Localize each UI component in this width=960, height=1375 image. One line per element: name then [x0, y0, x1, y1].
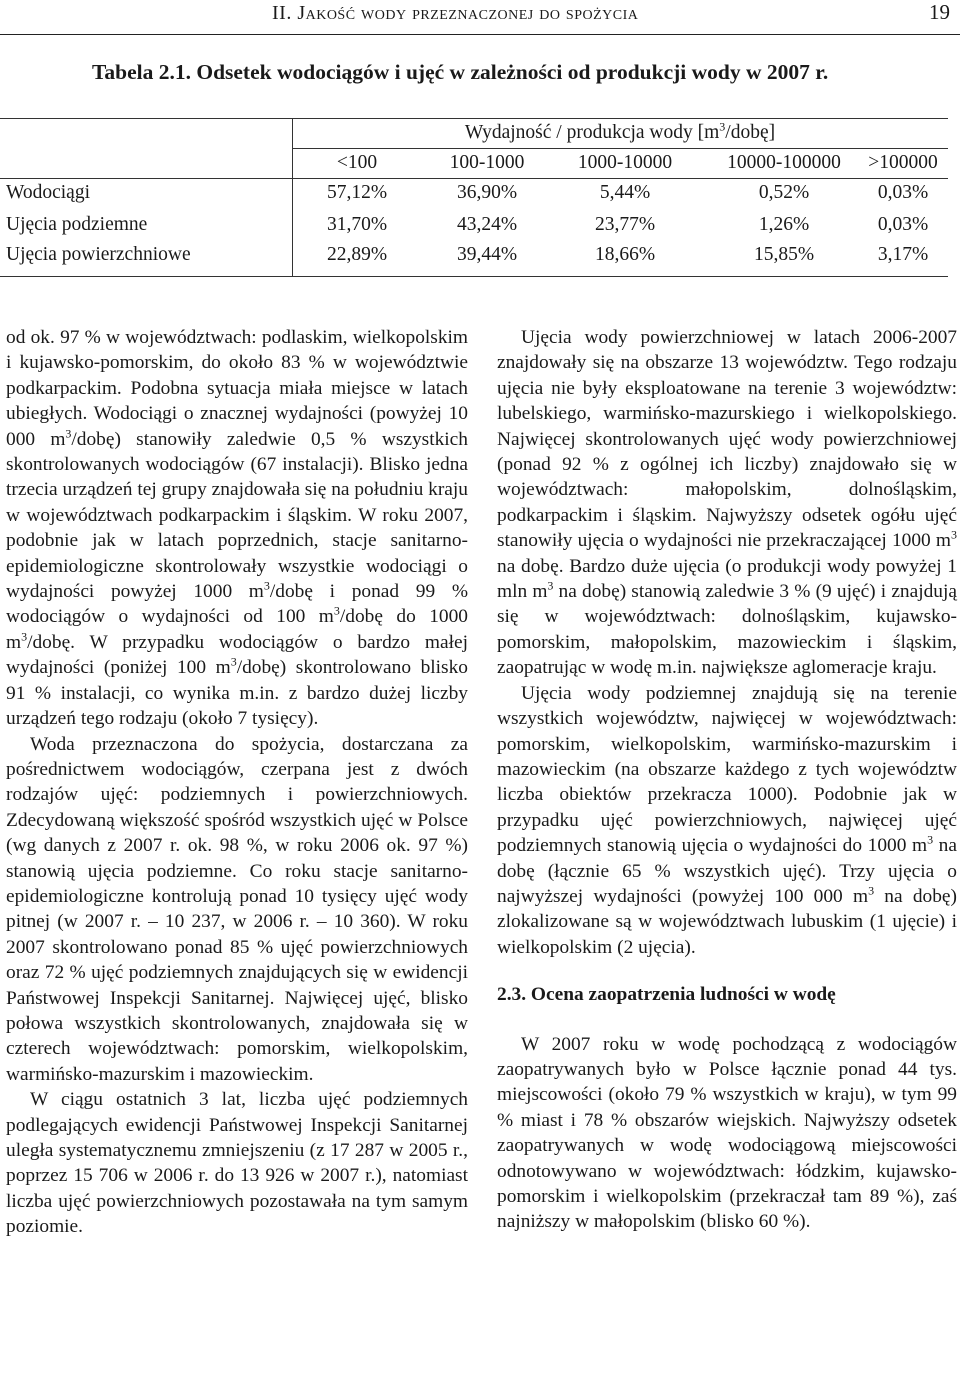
table-cell: 23,77% [594, 214, 656, 235]
text-run: /dobę. W przypadku wodociągów o bardzo małej wydajności (poniżej 100 m [6, 631, 468, 679]
superscript: 3 [65, 426, 72, 441]
chapter-title: II. Jakość wody przeznaczonej do spożycia [272, 2, 639, 24]
text-run: na dobę (łącznie 65 % wszystkich ujęć). Trzy ujęcia o najwyższej wydajności (powyżej 100 000 m [497, 835, 957, 907]
table-cell: 15,85% [753, 244, 815, 265]
header-rule [0, 34, 960, 35]
paragraph: W ciągu ostatnich 3 lat, liczba ujęć podziemnych podlegających ewidencji Państwowej Inspekcji Sanitarnej uległa systematycznemu zmniejszeniu (z 17 287 w 2005 r., poprzez 15 706 w 2006 r. do 13 926 w 2007 r.), natomiast liczba ujęć powierzchniowych pozostawała na tym samym poziomie. [6, 1089, 468, 1238]
paragraph [497, 325, 957, 681]
table-cell: 22,89% [326, 244, 388, 265]
group-header-text: Wydajność / produkcja wody [m [464, 122, 720, 143]
row-label: Wodociągi [6, 182, 90, 203]
table-cell: 1,26% [758, 214, 810, 235]
table-rule-group [292, 148, 948, 149]
superscript: 3 [21, 629, 28, 644]
table-cell: 39,44% [456, 244, 518, 265]
group-header-text-end: /dobę] [725, 122, 776, 143]
superscript: 3 [263, 578, 270, 593]
row-label: Ujęcia powierzchniowe [6, 244, 191, 265]
superscript: 3 [868, 883, 875, 898]
paragraph: W 2007 roku w wodę pochodzącą z wodociągów zaopatrywanych było w Polsce łącznie ponad 44 tys. miejscowości (około 79 % wszystkich w kraju), w tym 99 % miast i 78 % obszarów wiejskich. Najwyższy odsetek zaopatrywanych w wodę wodociągową miejscowości odnotowywano w województwach: łódzkim, kujawsko-pomorskim i wielkopolskim (przekraczał tam 89 %), zaś najniższy w małopolskim (blisko 60 %). [497, 1033, 957, 1233]
table-cell: 43,24% [456, 214, 518, 235]
running-header [0, 0, 960, 30]
table-cell: 0,03% [877, 214, 929, 235]
table-cell: 31,70% [326, 214, 388, 235]
text-run: na dobę) stanowią zaledwie 3 % (9 ujęć) i znajdują się w województwach: dolnośląskim, kujawsko-pomorskim, małopolskim, mazowieckim i śląskim, zaopatrując w wodę m.in. największe aglomeracje kraju. [497, 581, 957, 679]
paragraph: Woda przeznaczona do spożycia, dostarczana za pośrednictwem wodociągów, czerpana jest z dwóch rodzajów ujęć: podziemnych i powierzchniowych. Zdecydowaną większość spośród wszystkich ujęć w Polsce (wg danych z 2007 r. ok. 98 %, w roku 2006 ok. 97 %) stanowią ujęcia podziemne. Co roku stacje sanitarno-epidemiologiczne kontrolują ponad 10 tysięcy ujęć wody pitnej (w 2007 r. – 10 237, w 2006 r. – 10 360). W roku 2007 skontrolowano ponad 85 % ujęć powierzchniowych oraz 72 % ujęć podziemnych znajdujących się w ewidencji Państwowej Inspekcji Sanitarnej. Najwięcej ujęć, blisko połowa wszystkich skontrolowanych, znajdowała się w czterech województwach: pomorskim, wielkopolskim, warmińsko-mazurskim i mazowieckim. [6, 733, 468, 1085]
col-header: 100-1000 [449, 152, 525, 173]
table-cell: 3,17% [877, 244, 929, 265]
data-table [0, 118, 960, 276]
page-number: 19 [929, 0, 950, 24]
paragraph [497, 681, 957, 960]
left-column [6, 325, 468, 1240]
col-header: 1000-10000 [577, 152, 673, 173]
superscript: 3 [951, 527, 957, 542]
text-run: na dobę) zlokalizowane są w województwach lubuskim (1 ujęcie) i wielkopolskim (2 ujęcia). [497, 885, 957, 958]
col-header: >100000 [868, 152, 938, 173]
superscript: 3 [333, 604, 340, 618]
text-run: od ok. 97 % w województwach: podlaskim, wielkopolskim i kujawsko-pomorskim, do około 83 % w województwie podkarpackim. Podobna sytuacja miała miejsce w latach ubiegłych. Wodociągi o znacznej wydajności (powyżej 10 000 m [6, 327, 468, 450]
table-cell: 0,03% [877, 182, 929, 203]
table-group-header [292, 119, 948, 144]
superscript: 3 [547, 578, 554, 593]
table-cell: 0,52% [758, 182, 810, 203]
text-run: /dobę) stanowiły zaledwie 0,5 % wszystkich skontrolowanych wodociągów (67 instalacji). Blisko jedna trzecia urządzeń tej grupy znajdowała się na południu kraju w województwach podkarpackim i śląskim. W roku 2007, podobnie jak w latach poprzednich, stacje sanitarno-epidemiologiczne skontrolowały wszystkie wodociągi o wydajności powyżej 1000 m [6, 428, 468, 603]
col-header: <100 [336, 152, 378, 173]
text-run: Ujęcia wody powierzchniowej w latach 2006-2007 znajdowały się na obszarze 13 województw. Tego rodzaju ujęcia nie były eksploatowane na terenie 3 województw: lubelskiego, warmińsko-mazurskiego i wielkopolskiego. Najwięcej skontrolowanych ujęć wody powierzchniowej (ponad 92 % z ogólnej ich liczby) znajdowało się w województwach: małopolskim, dolnośląskim, podkarpackim i śląskim. Najwyższy odsetek ogółu ujęć stanowiły ujęcia o wydajności nie przekraczającej 1000 m [497, 327, 957, 552]
table-rule-head [0, 178, 948, 179]
paragraph [6, 325, 468, 732]
text-run: Ujęcia wody podziemnej znajdują się na terenie wszystkich województw, najwięcej w województwach: pomorskim, wielkopolskim, warmińsko-mazurskim i mazowieckim (na obszarze każdego z tych województw liczba obiektów przekracza 1000). Podobnie jak w przypadku ujęć powierzchniowych, najwięcej ujęć podziemnych stanowią ujęcia o wydajności do 1000 m [497, 682, 957, 857]
right-column [497, 325, 957, 1235]
col-header: 10000-100000 [727, 152, 841, 173]
group-header-sup: 3 [719, 119, 726, 134]
table-cell: 36,90% [456, 182, 518, 203]
table-cell: 5,44% [599, 182, 651, 203]
superscript: 3 [230, 654, 237, 669]
table-cell: 57,12% [326, 182, 388, 203]
text-run: /dobę) skontrolowano blisko 91 % instalacji, co wynika m.in. z bardzo dużej liczby urządzeń tego rodzaju (około 7 tysięcy). [6, 657, 468, 730]
table-rule-top [0, 118, 948, 119]
table-cell: 18,66% [594, 244, 656, 265]
table-rule-bottom [0, 276, 948, 277]
superscript: 3 [927, 832, 934, 847]
text-run: /dobę i ponad 99 % wodociągów o wydajności od 100 m [6, 581, 468, 628]
row-label: Ujęcia podziemne [6, 214, 148, 235]
section-heading: 2.3. Ocena zaopatrzenia ludności w wodę [497, 984, 836, 1006]
text-run: /dobę do 1000 m [6, 606, 468, 653]
table-caption: Tabela 2.1. Odsetek wodociągów i ujęć w zależności od produkcji wody w 2007 r. [92, 60, 829, 84]
text-run: na dobę. Bardzo duże ujęcia (o produkcji wody powyżej 1 mln m [497, 555, 957, 603]
